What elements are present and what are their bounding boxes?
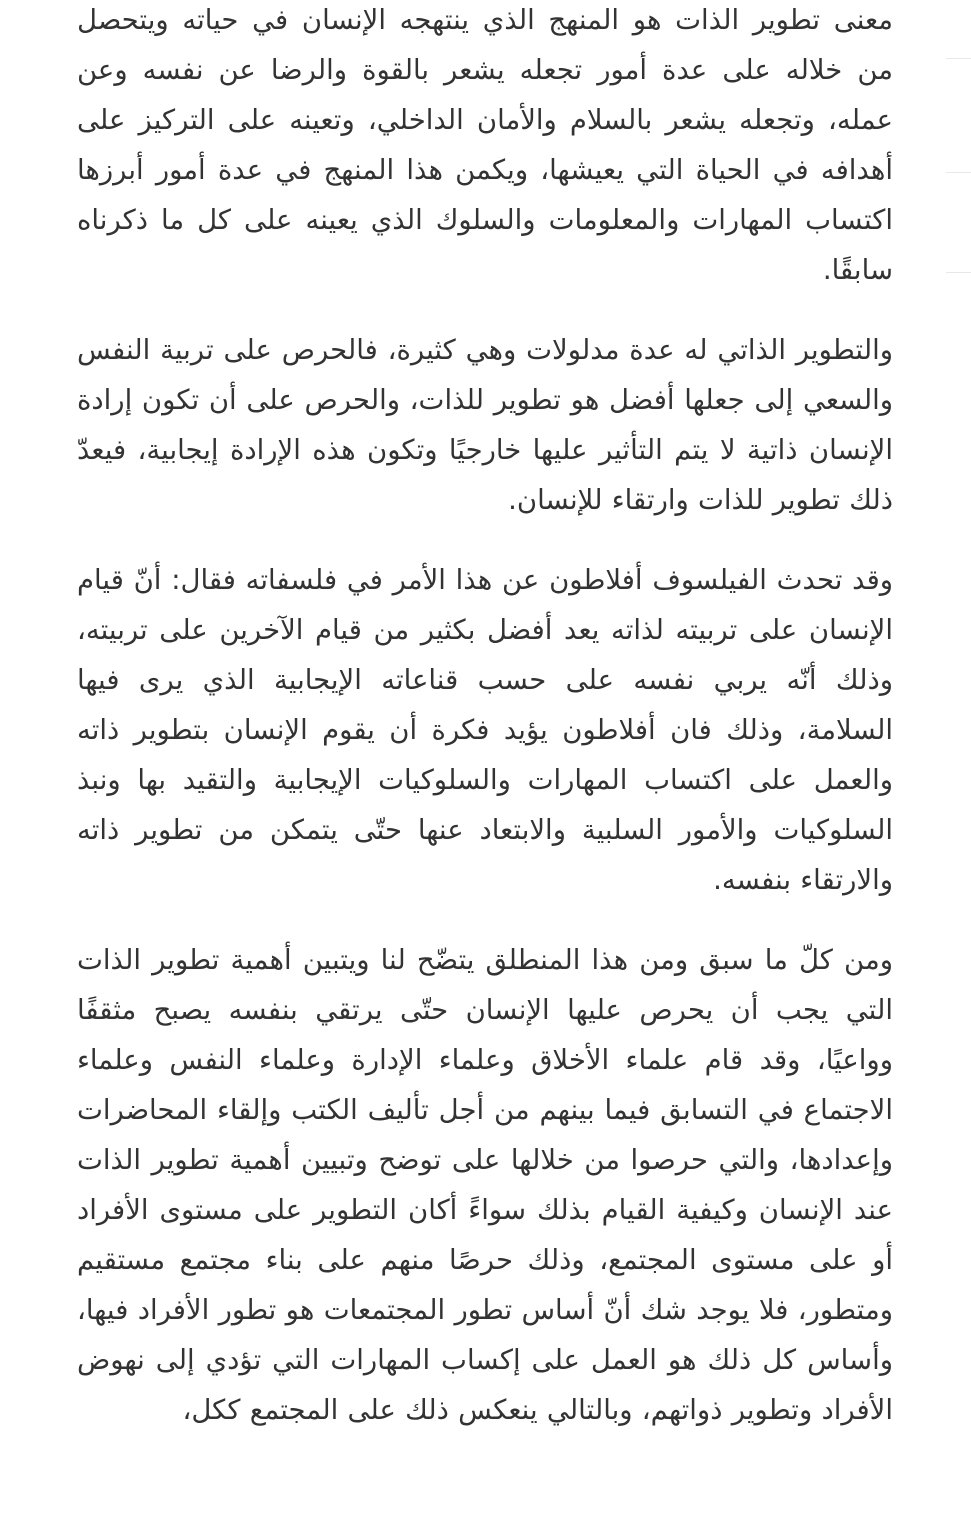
panel-divider — [946, 58, 971, 59]
side-panel-link[interactable] — [946, 82, 971, 116]
article-paragraph-4: ومن كلّ ما سبق ومن هذا المنطلق يتضّح لنا ويتبين أهمية تطوير الذات التي يجب أن يحرص عليها الإنسان حتّى يرتقي بنفسه يصبح مثقفًا وواعيًا، وقد قام علماء الأخلاق وعلماء الإدارة وعلماء النفس وعلماء الاجتماع في التسابق فيما بينهم من أجل تأليف الكتب وإلقاء المحاضرات وإعدادها، والتي حرصوا من خلالها على توضح وتبيين أهمية تطوير الذات عند الإنسان وكيفية القيام بذلك سواءً أكان التطوير على مستوى الأفراد أو على مستوى المجتمع، وذلك حرصًا منهم على بناء مجتمع مستقيم ومتطور، فلا يوجد شك أنّ أساس تطور المجتمعات هو تطور الأفراد فيها، وأساس كل ذلك هو العمل على إكساب المهارات التي تؤدي إلى نهوض الأفراد وتطوير ذواتهم، وبالتالي ينعكس ذلك على المجتمع ككل، — [77, 944, 893, 1426]
article-paragraph-2: والتطوير الذاتي له عدة مدلولات وهي كثيرة، فالحرص على تربية النفس والسعي إلى جعلها أفضل هو تطوير للذات، والحرص على أن تكون إرادة الإنسان ذاتية لا يتم التأثير عليها خارجيًا وتكون هذه الإرادة إيجابية، فيعدّ ذلك تطوير للذات وارتقاء للإنسان. — [77, 334, 893, 516]
article-paragraph-1: معنى تطوير الذات هو المنهج الذي ينتهجه الإنسان في حياته ويتحصل من خلاله على عدة أمور تجعله يشعر بالقوة والرضا عن نفسه وعن عمله، وتجعله يشعر بالسلام والأمان الداخلي، وتعينه على التركيز على أهدافه في الحياة التي يعيشها، ويكمن هذا المنهج في عدة أمور أبرزها اكتساب المهارات والمعلومات والسلوك الذي يعينه على كل ما ذكرناه سابقًا. — [77, 4, 893, 286]
side-panel — [946, 0, 971, 1523]
panel-divider — [946, 272, 971, 273]
panel-divider — [946, 172, 971, 173]
article-body — [77, 0, 893, 1435]
article-paragraph-3: وقد تحدث الفيلسوف أفلاطون عن هذا الأمر في فلسفاته فقال: أنّ قيام الإنسان على تربيته لذاته يعد أفضل بكثير من قيام الآخرين على تربيته، وذلك أنّه يربي نفسه على حسب قناعاته الإيجابية الذي يرى فيها السلامة، وذلك فان أفلاطون يؤيد فكرة أن يقوم الإنسان بتطوير ذاته والعمل على اكتساب المهارات والسلوكيات الإيجابية والتقيد بها ونبذ السلوكيات والأمور السلبية والابتعاد عنها حتّى يتمكن من تطوير ذاته والارتقاء بنفسه. — [77, 564, 893, 896]
